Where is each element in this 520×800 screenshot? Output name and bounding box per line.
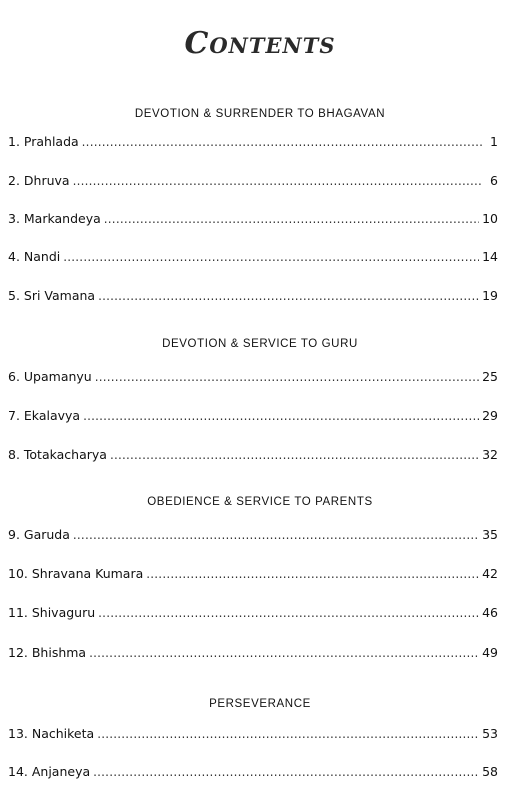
entry-page-number: 14 <box>482 249 498 264</box>
entry-label: 5. Sri Vamana <box>8 288 96 303</box>
entry-label: 11. Shivaguru <box>8 605 96 620</box>
dot-leader <box>73 528 479 542</box>
dot-leader <box>82 135 483 149</box>
dot-leader <box>110 448 479 462</box>
toc-entry[interactable] <box>8 249 498 269</box>
dot-leader <box>95 370 479 384</box>
dot-leader <box>98 606 479 620</box>
dot-leader <box>104 212 479 226</box>
dot-leader <box>83 409 479 423</box>
entry-page-number: 46 <box>482 605 498 620</box>
entry-label: 12. Bhishma <box>8 645 87 660</box>
page-title: Contents <box>184 26 336 61</box>
toc-entry[interactable] <box>8 527 498 547</box>
dot-leader <box>89 646 479 660</box>
entry-page-number: 58 <box>482 764 498 779</box>
entry-page-number: 42 <box>482 566 498 581</box>
dot-leader <box>93 765 479 779</box>
entry-page-number: 1 <box>490 134 498 149</box>
entry-page-number: 35 <box>482 527 498 542</box>
section-heading-guru: DEVOTION & SERVICE TO GURU <box>162 338 358 350</box>
toc-entry[interactable] <box>8 566 498 586</box>
entry-label: 4. Nandi <box>8 249 61 264</box>
dot-leader <box>98 289 479 303</box>
toc-entry[interactable] <box>8 288 498 308</box>
entry-page-number: 53 <box>482 726 498 741</box>
entry-page-number: 49 <box>482 645 498 660</box>
toc-entry[interactable] <box>8 211 498 231</box>
toc-entry[interactable] <box>8 173 498 193</box>
entry-label: 9. Garuda <box>8 527 70 542</box>
entry-label: 14. Anjaneya <box>8 764 91 779</box>
toc-entry[interactable] <box>8 447 498 467</box>
dot-leader <box>146 567 479 581</box>
toc-entry[interactable] <box>8 605 498 625</box>
entry-label: 8. Totakacharya <box>8 447 107 462</box>
toc-entry[interactable] <box>8 408 498 428</box>
dot-leader <box>63 250 479 264</box>
section-heading-parents: OBEDIENCE & SERVICE TO PARENTS <box>147 496 373 508</box>
entry-page-number: 29 <box>482 408 498 423</box>
entry-label: 3. Markandeya <box>8 211 101 226</box>
entry-page-number: 25 <box>482 369 498 384</box>
entry-label: 1. Prahlada <box>8 134 79 149</box>
section-heading-bhagavan: DEVOTION & SURRENDER TO BHAGAVAN <box>134 108 386 120</box>
dot-leader <box>73 174 483 188</box>
dot-leader <box>97 727 479 741</box>
entry-page-number: 32 <box>482 447 498 462</box>
toc-entry[interactable] <box>8 369 498 389</box>
toc-entry[interactable] <box>8 645 498 665</box>
toc-entry[interactable] <box>8 134 498 154</box>
entry-page-number: 19 <box>482 288 498 303</box>
toc-entry[interactable] <box>8 764 498 784</box>
entry-label: 6. Upamanyu <box>8 369 92 384</box>
entry-label: 2. Dhruva <box>8 173 70 188</box>
entry-label: 10. Shravana Kumara <box>8 566 144 581</box>
toc-entry[interactable] <box>8 726 498 746</box>
entry-label: 13. Nachiketa <box>8 726 95 741</box>
entry-label: 7. Ekalavya <box>8 408 81 423</box>
entry-page-number: 6 <box>490 173 498 188</box>
section-heading-perseverance: PERSEVERANCE <box>209 698 311 710</box>
entry-page-number: 10 <box>482 211 498 226</box>
